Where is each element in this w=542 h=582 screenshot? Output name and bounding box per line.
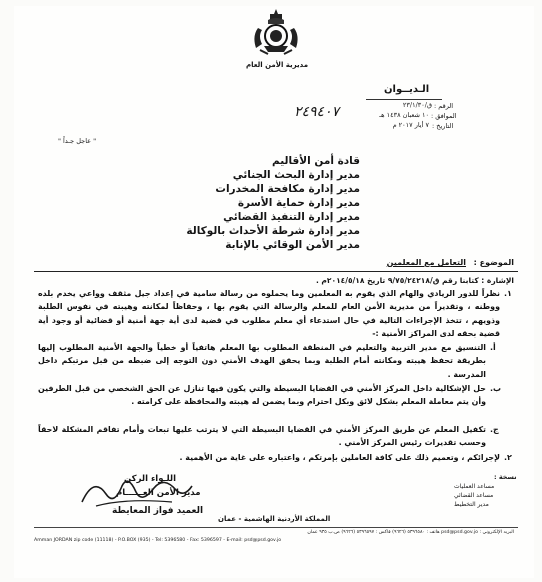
recipient-item: قادة أمن الأقاليم bbox=[272, 155, 360, 167]
copies-label: نسخة : bbox=[494, 473, 517, 481]
hijri-value: ١٠ شعبان ١٤٣٨ هـ bbox=[379, 111, 429, 119]
paragraph-text: نظراً للدور الريادي والهام الذي يقوم به المعلمين وما يحملوه من رسالة سامية في إعداد جيل مثقف وواعي يخدم بلده ووطنه ، وتقديراً من مديرية الأمن العام للمعلم والرسالة التي يقوم بها ، وحفاظاً لمكانته وهيبته في نفوس الطلبة وذويهم ، تتخذ الإجراءات التالية في حال استدعاء أي معلم مطلوب في قضية لدى أية جهة أمنية أو قضائية أو وجود أية قضية بحقه لدى المراكز الأمنية :- bbox=[38, 289, 500, 338]
date-label: التاريخ : bbox=[432, 122, 454, 130]
paragraph-text: تكفيل المعلم عن طريق المركز الأمني في القضايا البسيطة التي لا يترتب عليها تبعات وأمام تفاقم المشكلة لاحقاً وحسب تقديرات رئيس المركز الأمني . bbox=[38, 425, 486, 448]
footer-line-arabic: البريد الإلكتروني : psd@psd.gov.jo هاتف : ٥٣٩٦٥٨٠ (٩٦٢٦) فاكس : ٥٣٩٦٥٩٧ (٩٦٢٦) ص.ب ٩٣٥ عمان bbox=[307, 530, 514, 535]
recipient-item: مدير إدارة البحث الجنائي bbox=[232, 169, 360, 181]
paragraph-number: .١ bbox=[504, 289, 512, 298]
paragraph-number: ج. bbox=[490, 425, 499, 434]
handwritten-signature bbox=[76, 468, 196, 512]
signatory-name: العميد فواز المعايطة bbox=[112, 506, 204, 516]
copies-item: مساعد القضائي bbox=[454, 492, 494, 499]
copies-item: مدير التخطيط bbox=[454, 501, 489, 508]
paragraph-text: حل الإشكالية داخل المركز الأمني في القضايا البسيطة والتي يكون فيها تنازل عن الحق الشخصي من قبل الطرفين وأن يتم معاملة المعلم بشكل لائق وبكل احترام وبما يضمن له هيبته والمحافظة على كرامته . bbox=[38, 384, 486, 407]
copies-item: مساعد العمليات bbox=[454, 483, 495, 490]
hijri-label: الموافق : bbox=[431, 112, 457, 120]
subject-value: التعامل مع المعلمين bbox=[386, 258, 466, 267]
letter-sheet bbox=[14, 6, 534, 578]
number-label: الرقم : bbox=[434, 102, 454, 110]
reference-line: الإشارة : كتابنا رقم ق/٩/٧٥/٢٤٢١٨ تاريخ ٢٠١٤/٥/١٨م . bbox=[315, 276, 514, 285]
signature-title: مدير الأمن العــــــام bbox=[116, 488, 201, 498]
subject-divider bbox=[34, 271, 518, 272]
diwan-label: الـديــوان bbox=[384, 84, 430, 95]
recipient-item: مدير الأمن الوقائي بالإنابة bbox=[225, 239, 360, 251]
footer-country: المملكة الأردنية الهاشمية - عمان bbox=[218, 515, 331, 523]
paragraph-number: أ. bbox=[490, 343, 496, 352]
footer-line-english: Amman JORDAN zip code (11118) - P.O.BOX (935) - Tel: 5396580 - Fax: 5396597 - E-mail: psd@psd.gov.jo bbox=[34, 538, 282, 543]
handwritten-number: ٢٤٩٤٠٧ bbox=[294, 104, 340, 120]
recipient-item: مدير إدارة حماية الأسرة bbox=[237, 197, 360, 209]
number-value: ق/٢٣/١/٣٠ bbox=[402, 101, 432, 109]
emblem-caption: مديرية الأمن العام bbox=[245, 61, 309, 69]
recipient-item: مدير إدارة شرطة الأحداث بالوكالة bbox=[186, 225, 360, 237]
paragraph-number: .٢ bbox=[504, 453, 512, 462]
date-value: ٧ أيار ٢٠١٧ م bbox=[392, 121, 429, 129]
paragraph-text: لإجرائكم ، وتعميم ذلك على كافة العاملين بإمرتكم ، واعتباره على غاية من الأهمية . bbox=[179, 453, 500, 462]
urgent-label: " عاجل جـداً " bbox=[58, 137, 97, 145]
paragraph-number: ب. bbox=[490, 384, 502, 393]
recipient-item: مدير إدارة التنفيذ القضائي bbox=[223, 211, 360, 223]
jordan-crest-emblem-icon bbox=[244, 6, 308, 62]
paragraph-text: التنسيق مع مدير التربية والتعليم في المنطقة المطلوب بها المعلم هاتفياً أو خطياً والجهة الأمنية المطلوب إليها بطريقة تحفظ هيبته ومكانته أمام الطلبة وبما يحقق الهدف الأمني دون التوجه إلى ضبطه من قبل مرتبكم داخل المدرسة . bbox=[38, 343, 486, 379]
recipient-item: مدير إدارة مكافحة المخدرات bbox=[215, 183, 360, 195]
signature-rank: اللـواء الركن bbox=[124, 474, 177, 484]
subject-label: الموضوع : bbox=[473, 258, 514, 267]
footer-divider bbox=[34, 527, 518, 528]
diwan-underline bbox=[366, 99, 442, 100]
